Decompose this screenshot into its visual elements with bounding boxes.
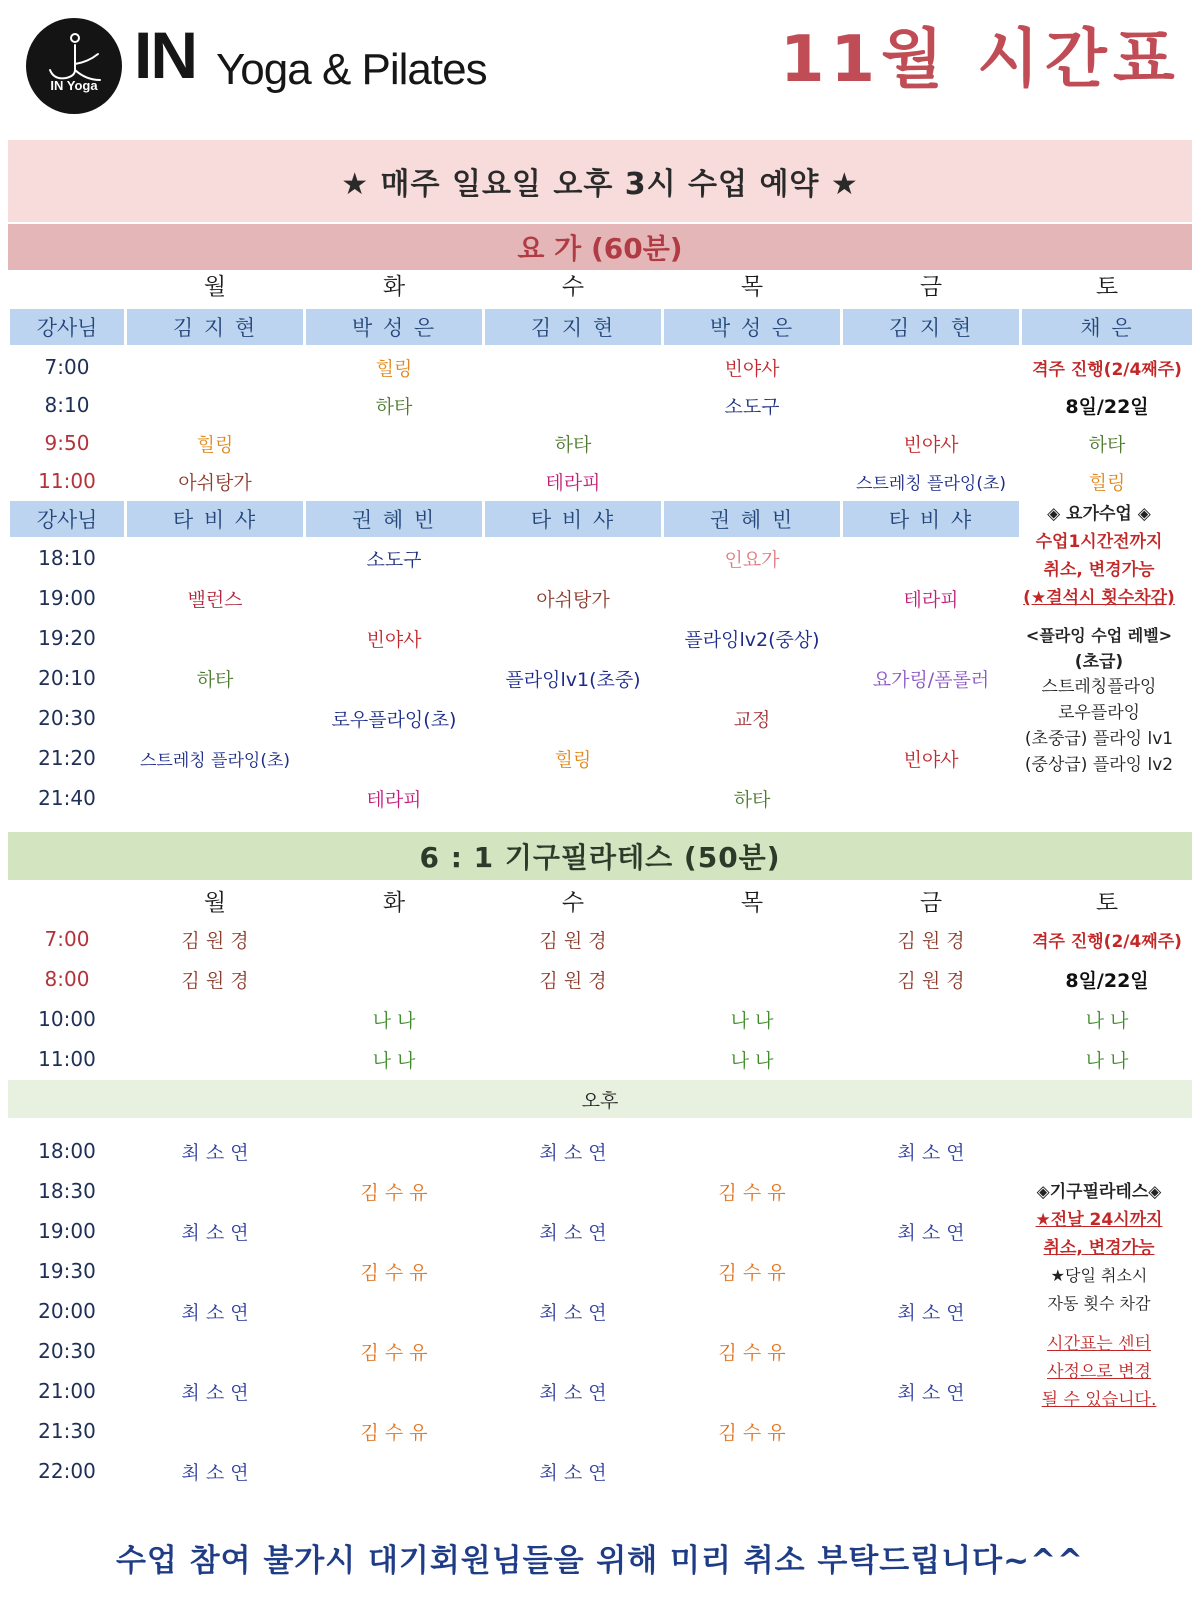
pil-am-class: 김 원 경	[539, 969, 607, 992]
yoga-pm-class: 하타	[196, 668, 234, 691]
yoga-am-class: 하타	[1088, 433, 1126, 456]
pilates-notes-line7: 될 수 있습니다.	[1041, 1390, 1157, 1410]
pil-pm-class: 김 수 유	[360, 1261, 428, 1284]
pil-pm-class: 최 소 연	[539, 1461, 607, 1484]
pil-am-class: 나 나	[730, 1049, 774, 1072]
afternoon-divider: 오후	[8, 1080, 1192, 1118]
yoga-am-time: 11:00	[38, 469, 96, 493]
reservation-banner: ★ 매주 일요일 오후 3시 수업 예약 ★	[8, 140, 1192, 222]
yoga-notes	[1004, 500, 1194, 778]
pilates-section-title: 6 : 1 기구필라테스 (50분)	[8, 832, 1192, 880]
pil-am-class: 나 나	[1085, 1049, 1129, 1072]
pil-pm-class: 최 소 연	[181, 1141, 249, 1164]
pil-day-0: 월	[203, 889, 227, 916]
yoga-am-class: 아쉬탕가	[178, 471, 252, 494]
yoga-notes-title: ◈ 요가수업 ◈	[1047, 504, 1151, 524]
yoga-am-class: 힐링	[196, 433, 234, 456]
pil-pm-class: 최 소 연	[181, 1221, 249, 1244]
yoga-am-teacher-5: 채 은	[1022, 309, 1192, 345]
yoga-notes-line1: 수업1시간전까지	[1035, 532, 1163, 552]
yoga-am-class: 테라피	[545, 471, 601, 494]
pil-am-class: 나 나	[1085, 1009, 1129, 1032]
level-2: 스트레칭플라잉	[1041, 677, 1157, 697]
pil-day-1: 화	[382, 889, 406, 916]
pil-am-class: 김 원 경	[897, 929, 965, 952]
pil-am-class: 나 나	[730, 1009, 774, 1032]
pil-pm-class: 최 소 연	[181, 1461, 249, 1484]
pil-day-5: 토	[1095, 889, 1119, 916]
pil-pm-class: 최 소 연	[897, 1381, 965, 1404]
pil-am-class: 김 원 경	[181, 969, 249, 992]
yoga-day-5: 토	[1095, 273, 1119, 300]
yoga-section-title: 요 가 (60분)	[8, 224, 1192, 270]
pil-pm-class: 김 수 유	[718, 1421, 786, 1444]
level-1: (초급)	[1074, 652, 1124, 672]
pil-am-class: 김 원 경	[181, 929, 249, 952]
yoga-am-class: 스트레칭 플라잉(초)	[855, 473, 1007, 494]
yoga-pm-class: 플라잉lv1(초중)	[505, 668, 641, 691]
yoga-pm-class: 스트레칭 플라잉(초)	[139, 750, 291, 771]
yoga-am-class: 8일/22일	[1065, 395, 1149, 418]
pil-pm-time: 19:30	[38, 1259, 96, 1283]
logo	[26, 18, 122, 114]
pil-pm-class: 최 소 연	[539, 1141, 607, 1164]
pil-day-4: 금	[919, 889, 943, 916]
pil-pm-class: 김 수 유	[360, 1341, 428, 1364]
pil-pm-time: 22:00	[38, 1459, 96, 1483]
yoga-pm-teacher-3: 권 혜 빈	[664, 501, 840, 537]
yoga-am-teacher-1: 박 성 은	[306, 309, 482, 345]
brand-name: Yoga & Pilates	[216, 45, 487, 94]
yoga-pm-class: 빈야사	[903, 748, 959, 771]
pilates-notes-line6: 사정으로 변경	[1047, 1362, 1151, 1382]
yoga-pm-teacher-label: 강사님	[10, 501, 124, 537]
yoga-am-class: 빈야사	[724, 357, 780, 380]
pil-day-3: 목	[740, 889, 764, 916]
yoga-day-0: 월	[203, 273, 227, 300]
yoga-pm-time: 20:30	[38, 706, 96, 730]
yoga-pm-class: 하타	[733, 788, 771, 811]
pil-am-time: 11:00	[38, 1047, 96, 1071]
yoga-am-time: 7:00	[44, 355, 90, 379]
pilates-notes-line1: ★전날 24시까지	[1035, 1210, 1163, 1230]
yoga-day-4: 금	[919, 273, 943, 300]
yoga-day-2: 수	[561, 273, 585, 300]
yoga-pm-time: 19:20	[38, 626, 96, 650]
pil-am-class: 8일/22일	[1065, 969, 1149, 992]
pil-pm-time: 20:30	[38, 1339, 96, 1363]
level-4: (초중급) 플라잉 lv1	[1024, 729, 1174, 749]
pil-pm-class: 최 소 연	[539, 1221, 607, 1244]
yoga-pm-class: 밸런스	[187, 588, 243, 611]
pil-pm-class: 최 소 연	[181, 1381, 249, 1404]
pil-pm-time: 21:30	[38, 1419, 96, 1443]
pil-pm-class: 최 소 연	[897, 1301, 965, 1324]
pil-am-class: 격주 진행(2/4째주)	[1032, 931, 1182, 952]
yoga-am-teacher-4: 김 지 현	[843, 309, 1019, 345]
pil-pm-time: 18:30	[38, 1179, 96, 1203]
level-3: 로우플라잉	[1057, 703, 1141, 723]
yoga-am-class: 하타	[375, 395, 413, 418]
yoga-pm-time: 18:10	[38, 546, 96, 570]
yoga-pm-class: 플라잉lv2(중상)	[684, 628, 820, 651]
yoga-pm-class: 소도구	[366, 548, 422, 571]
yoga-pm-class: 테라피	[903, 588, 959, 611]
level-title: <플라잉 수업 레벨>	[1025, 626, 1173, 645]
yoga-pm-time: 21:40	[38, 786, 96, 810]
pil-pm-class: 김 수 유	[718, 1341, 786, 1364]
yoga-pm-time: 21:20	[38, 746, 96, 770]
yoga-am-class: 소도구	[724, 395, 780, 418]
yoga-pm-time: 20:10	[38, 666, 96, 690]
yoga-figure-icon	[26, 18, 122, 114]
level-5: (중상급) 플라잉 lv2	[1024, 755, 1174, 775]
pil-am-time: 7:00	[44, 927, 90, 951]
pil-pm-class: 최 소 연	[539, 1301, 607, 1324]
pil-day-2: 수	[561, 889, 585, 916]
yoga-am-time: 9:50	[44, 431, 90, 455]
pil-pm-class: 최 소 연	[181, 1301, 249, 1324]
yoga-pm-class: 힐링	[554, 748, 592, 771]
pilates-notes-line5: 시간표는 센터	[1047, 1334, 1151, 1354]
yoga-am-teacher-0: 김 지 현	[127, 309, 303, 345]
yoga-am-teacher-label: 강사님	[10, 309, 124, 345]
yoga-pm-class: 인요가	[724, 548, 780, 571]
yoga-am-teacher-2: 김 지 현	[485, 309, 661, 345]
pil-pm-class: 최 소 연	[897, 1141, 965, 1164]
yoga-pm-class: 로우플라잉(초)	[331, 708, 457, 731]
yoga-am-time: 8:10	[44, 393, 90, 417]
pil-pm-class: 최 소 연	[539, 1381, 607, 1404]
yoga-pm-teacher-0: 타 비 샤	[127, 501, 303, 537]
footer-message: 수업 참여 불가시 대기회원님들을 위해 미리 취소 부탁드립니다~^^	[115, 1543, 1085, 1579]
pil-pm-time: 20:00	[38, 1299, 96, 1323]
yoga-notes-line3: (★결석시 횟수차감)	[1023, 588, 1175, 608]
pil-pm-class: 김 수 유	[718, 1261, 786, 1284]
header	[0, 0, 1200, 140]
pilates-notes-title: ◈기구필라테스◈	[1036, 1182, 1162, 1202]
page-title: 11월 시간표	[780, 23, 1181, 97]
yoga-day-3: 목	[740, 273, 764, 300]
yoga-pm-teacher-1: 권 혜 빈	[306, 501, 482, 537]
pil-pm-time: 19:00	[38, 1219, 96, 1243]
yoga-pm-class: 교정	[733, 708, 771, 731]
brand-in: IN	[134, 18, 196, 92]
yoga-pm-class: 요가링/폼롤러	[872, 668, 990, 691]
pil-am-class: 나 나	[372, 1009, 416, 1032]
yoga-notes-line2: 취소, 변경가능	[1043, 560, 1155, 580]
pil-am-class: 나 나	[372, 1049, 416, 1072]
yoga-am-class: 빈야사	[903, 433, 959, 456]
yoga-pm-class: 빈야사	[366, 628, 422, 651]
pil-pm-time: 21:00	[38, 1379, 96, 1403]
pilates-notes-line3: ★당일 취소시	[1050, 1266, 1148, 1285]
pil-pm-class: 김 수 유	[718, 1181, 786, 1204]
yoga-pm-class: 테라피	[366, 788, 422, 811]
pil-am-time: 10:00	[38, 1007, 96, 1031]
yoga-pm-class: 아쉬탕가	[536, 588, 610, 611]
yoga-am-class: 힐링	[1088, 471, 1126, 494]
pil-pm-class: 김 수 유	[360, 1181, 428, 1204]
logo-text: IN Yoga	[50, 78, 98, 93]
pilates-notes-line2: 취소, 변경가능	[1043, 1238, 1155, 1258]
yoga-am-class: 격주 진행(2/4째주)	[1032, 359, 1182, 380]
pil-am-class: 김 원 경	[897, 969, 965, 992]
yoga-pm-teacher-2: 타 비 샤	[485, 501, 661, 537]
pil-am-class: 김 원 경	[539, 929, 607, 952]
yoga-am-teacher-3: 박 성 은	[664, 309, 840, 345]
pil-pm-class: 김 수 유	[360, 1421, 428, 1444]
pilates-notes	[1004, 1178, 1194, 1414]
yoga-pm-time: 19:00	[38, 586, 96, 610]
yoga-day-1: 화	[382, 273, 406, 300]
yoga-am-class: 힐링	[375, 357, 413, 380]
yoga-pm-teacher-4: 타 비 샤	[843, 501, 1019, 537]
pil-am-time: 8:00	[44, 967, 90, 991]
pilates-notes-line4: 자동 횟수 차감	[1047, 1294, 1151, 1313]
pil-pm-time: 18:00	[38, 1139, 96, 1163]
yoga-am-class: 하타	[554, 433, 592, 456]
pil-pm-class: 최 소 연	[897, 1221, 965, 1244]
